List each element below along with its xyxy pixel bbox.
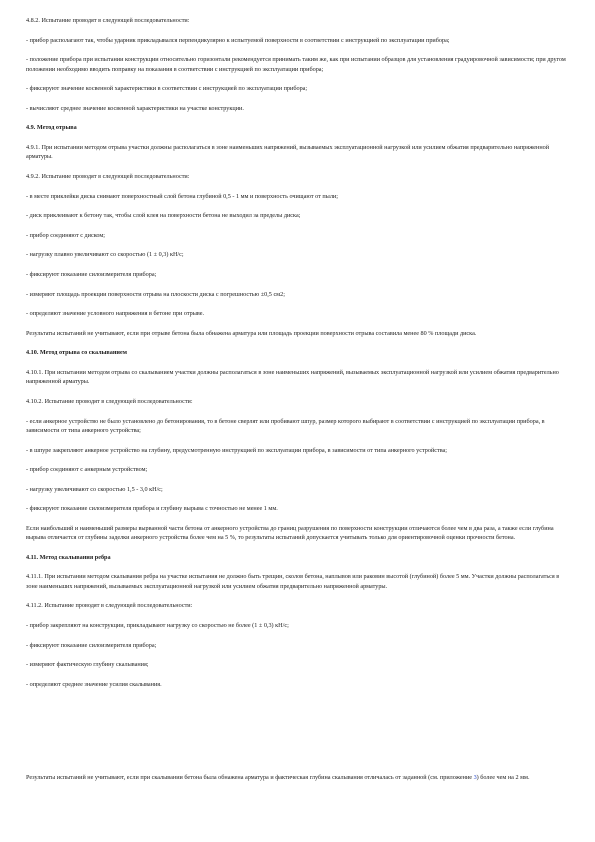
paragraph: 4.10.2. Испытание проводят в следующей последовательности: xyxy=(26,397,193,405)
paragraph: - нагрузку плавно увеличивают со скоростью (1 ± 0,3) кН/с; xyxy=(26,251,184,259)
paragraph: - нагрузку увеличивают со скоростью 1,5 - 3,0 кН/с; xyxy=(26,485,163,493)
final-paragraph-text-end: ) более чем на 2 мм. xyxy=(476,774,530,781)
section-heading: 4.9. Метод отрыва xyxy=(26,124,77,132)
final-paragraph xyxy=(26,773,569,782)
paragraph: - определяют среднее значение усилия скалывания. xyxy=(26,680,162,688)
paragraph: - определяют значение условного напряжения в бетоне при отрыве. xyxy=(26,310,205,318)
paragraph: - если анкерное устройство не было установлено до бетонирования, то в бетоне сверлят или пробивают шпур, размер которого выбирают в соответствии с инструкцией по эксплуатации прибора, в зависимости от типа анкерного устройства; xyxy=(26,417,545,434)
section-heading: 4.11. Метод скалывания ребра xyxy=(26,553,111,561)
paragraph: - измеряют площадь проекции поверхности отрыва на плоскости диска с погрешностью ±0,5 см2; xyxy=(26,290,285,298)
paragraph: Результаты испытаний не учитывают, если при отрыве бетона была обнажена арматура или площадь проекции поверхности отрыва составила менее 80 % площади диска. xyxy=(26,329,477,337)
paragraph: - фиксируют показание силоизмерителя прибора; xyxy=(26,270,157,278)
paragraph: - прибор располагают так, чтобы ударник прикладывался перпендикулярно к испытуемой поверхности в соответствии с инструкцией по эксплуатации прибора; xyxy=(26,36,450,44)
document-body xyxy=(26,16,569,699)
paragraph: 4.9.2. Испытание проводят в следующей последовательности: xyxy=(26,172,190,180)
paragraph: - прибор закрепляют на конструкции, прикладывают нагрузку со скоростью не более (1 ± 0,3) кН/с; xyxy=(26,622,289,630)
appendix-link[interactable]: 3 xyxy=(473,774,477,781)
paragraph: 4.11.2. Испытание проводят в следующей последовательности: xyxy=(26,602,193,610)
paragraph: - фиксируют значение косвенной характеристики в соответствии с инструкцией по эксплуатации прибора; xyxy=(26,85,308,93)
final-paragraph-text: Результаты испытаний не учитывают, если при скалывании бетона была обнажена арматура и фактическая глубина скалывания отличалась от заданной (см. приложение xyxy=(26,774,474,781)
paragraph: - фиксируют показание силоизмерителя прибора и глубину вырыва с точностью не менее 1 мм. xyxy=(26,505,278,513)
paragraph: - диск приклеивают к бетону так, чтобы слой клея на поверхности бетона не выходил за пределы диска; xyxy=(26,212,301,220)
paragraph: - фиксируют показание силоизмерителя прибора; xyxy=(26,641,157,649)
paragraph: - положение прибора при испытании конструкции относительно горизонтали рекомендуется принимать таким же, как при испытании образцов для установления градуировочной зависимости; при другом положении необходимо вводить поправку на показания в соответствии с инструкцией по эксплуатации прибора; xyxy=(26,56,566,73)
paragraph: - измеряют фактическую глубину скалывания; xyxy=(26,661,149,669)
section-heading: 4.10. Метод отрыва со скалыванием xyxy=(26,349,127,357)
paragraph: 4.11.1. При испытании методом скалывания ребра на участке испытания не должно быть трещин, сколов бетона, наплывов или раковин высотой (глубиной) более 5 мм. Участки должны располагаться в зоне наименьших напряжений, вызываемых эксплуатационной нагрузкой или усилием обжатия предварительно напряженной арматуры. xyxy=(26,573,560,590)
paragraph: 4.8.2. Испытание проводят в следующей последовательности: xyxy=(26,17,190,24)
paragraph: Если наибольший и наименьший размеры вырванной части бетона от анкерного устройства до границ разрушения по поверхности конструкции отличаются более чем в два раза, а также если глубина вырыва отличается от глубины заделки анкерного устройства более чем на 5 %, то результаты испытаний допускается учитывать только для ориентировочной оценки прочности бетона. xyxy=(26,524,554,542)
paragraph: 4.9.1. При испытании методом отрыва участки должны располагаться в зоне наименьших напряжений, вызываемых эксплуатационной нагрузкой или усилием обжатия предварительно напряженной арматуры. xyxy=(26,143,550,161)
paragraph: - вычисляют среднее значение косвенной характеристики на участке конструкции. xyxy=(26,104,244,112)
paragraph: - в шпуре закрепляют анкерное устройство на глубину, предусмотренную инструкцией по эксплуатации прибора, в зависимости от типа анкерного устройства; xyxy=(26,446,448,454)
paragraph: - прибор соединяют с диском; xyxy=(26,231,105,239)
paragraph: 4.10.1. При испытании методом отрыва со скалыванием участки должны располагаться в зоне наименьших напряжений, вызываемых эксплуатационной нагрузкой или усилием обжатия предварительно напряженной арматуры. xyxy=(26,368,559,386)
paragraph: - прибор соединяют с анкерным устройством; xyxy=(26,466,148,474)
paragraph: - в месте приклейки диска снимают поверхностный слой бетона глубиной 0,5 - 1 мм и поверхность очищают от пыли; xyxy=(26,192,338,200)
